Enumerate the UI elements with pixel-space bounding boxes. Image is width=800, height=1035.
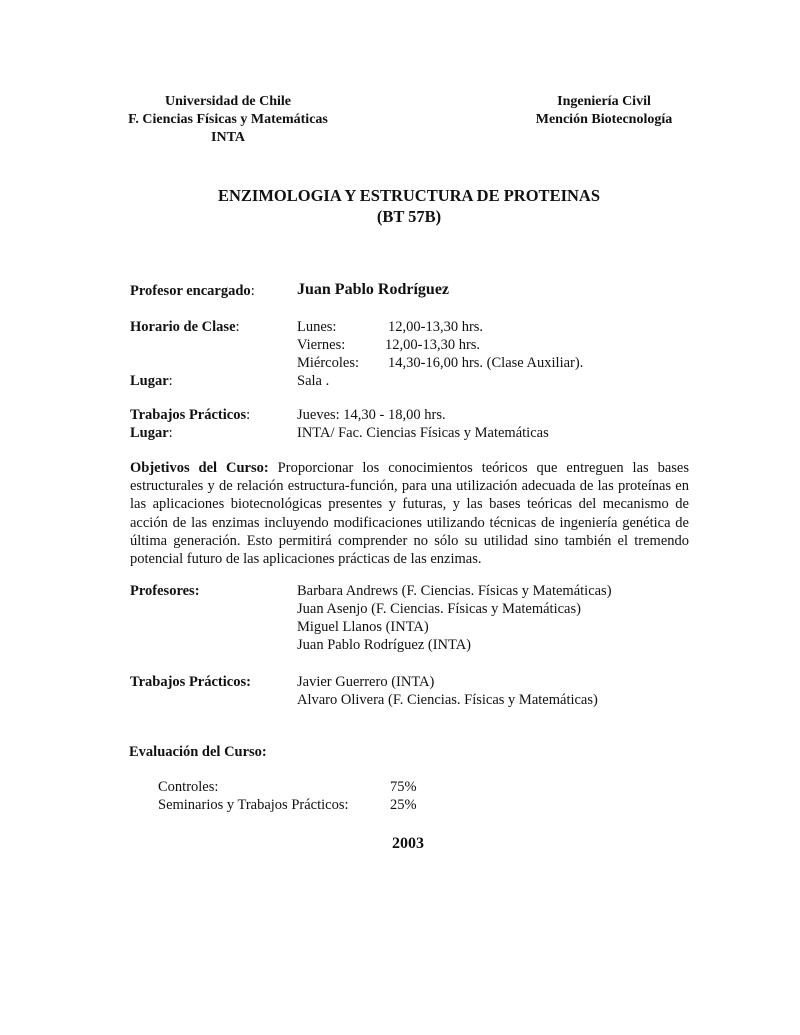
course-code: (BT 57B) <box>376 207 442 226</box>
horario-label-row <box>130 318 240 336</box>
lugar-practicos-label-row <box>130 424 173 442</box>
evaluacion-item-pct: 75% <box>390 779 417 795</box>
evaluacion-item-name: Seminarios y Trabajos Prácticos: <box>158 797 349 813</box>
lugar-practicos-value: INTA/ Fac. Ciencias Físicas y Matemáticas <box>297 425 549 441</box>
profesor-item: Miguel Llanos (INTA) <box>297 619 429 635</box>
objetivos-label: Objetivos del Curso <box>130 460 264 476</box>
horario-time-lunes: 12,00-13,30 hrs. <box>388 319 484 335</box>
profesor-item: Barbara Andrews (F. Ciencias. Físicas y Matemáticas) <box>297 583 612 599</box>
profesor-encargado-label-row <box>130 282 255 300</box>
objetivos-text: Proporcionar los conocimientos teóricos que entreguen las bases estructurales y de relación estructura-función, para una utilización adecuada de las proteínas en las aplicaciones biotecnológicas presentes y futuras, y las bases teóricas del mecanismo de acción de las enzimas incluyendo modificaciones utilizando técnicas de ingeniería genética de última generación. Esto permitirá comprender no sólo su utilidad sino también el tremendo potencial futuro de las aplicaciones prácticas de las enzimas. <box>130 460 689 568</box>
horario-time-miercoles: 14,30-16,00 hrs. (Clase Auxiliar). <box>388 355 584 371</box>
trabajos-practicos-label-row <box>130 406 250 424</box>
header-program: Ingeniería Civil <box>557 94 651 109</box>
objetivos-colon: : <box>263 460 269 476</box>
profesor-encargado-label: Profesor encargado <box>130 283 251 299</box>
evaluacion-item-name: Controles: <box>158 779 219 795</box>
header-mention: Mención Biotecnología <box>535 112 673 127</box>
objetivos-paragraph <box>130 459 689 568</box>
lugar-label: Lugar <box>130 373 169 389</box>
horario-label: Horario de Clase <box>130 319 236 335</box>
profesor-item: Juan Asenjo (F. Ciencias. Físicas y Matemáticas) <box>297 601 581 617</box>
profesor-item: Juan Pablo Rodríguez (INTA) <box>297 637 472 653</box>
header-right <box>514 93 694 129</box>
ayudantes-label: Trabajos Prácticos: <box>130 674 251 690</box>
trabajos-practicos-value: Jueves: 14,30 - 18,00 hrs. <box>297 407 446 423</box>
trabajos-practicos-colon: : <box>246 407 251 423</box>
profesor-encargado-colon: : <box>250 283 255 299</box>
horario-day-lunes: Lunes: <box>297 319 337 335</box>
evaluacion-item-pct: 25% <box>390 797 417 813</box>
header-left <box>100 93 356 147</box>
horario-time-viernes: 12,00-13,30 hrs. <box>385 337 481 353</box>
lugar-practicos-colon: : <box>168 425 173 441</box>
profesor-encargado-value: Juan Pablo Rodríguez <box>297 281 450 298</box>
horario-colon: : <box>235 319 240 335</box>
lugar-practicos-label: Lugar <box>130 425 169 441</box>
horario-day-viernes: Viernes: <box>297 337 346 353</box>
header-faculty: F. Ciencias Físicas y Matemáticas <box>128 112 328 127</box>
header-institute: INTA <box>211 130 245 145</box>
year: 2003 <box>392 835 424 852</box>
lugar-label-row <box>130 372 173 390</box>
ayudante-item: Javier Guerrero (INTA) <box>297 674 435 690</box>
profesores-label: Profesores: <box>130 583 200 599</box>
course-title: ENZIMOLOGIA Y ESTRUCTURA DE PROTEINAS <box>217 186 600 205</box>
evaluacion-label: Evaluación del Curso: <box>129 744 267 760</box>
trabajos-practicos-label: Trabajos Prácticos <box>130 407 247 423</box>
ayudante-item: Alvaro Olivera (F. Ciencias. Físicas y Matemáticas) <box>297 692 598 708</box>
lugar-value: Sala . <box>297 373 330 389</box>
horario-day-miercoles: Miércoles: <box>297 355 360 371</box>
lugar-colon: : <box>168 373 173 389</box>
header-university: Universidad de Chile <box>164 94 291 109</box>
